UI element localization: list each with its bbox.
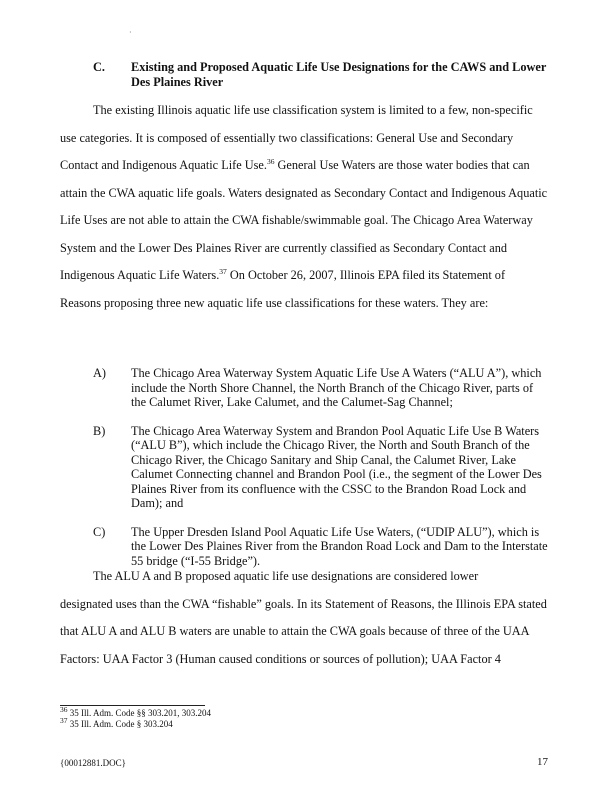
list-marker: A) <box>93 366 106 380</box>
section-title: Existing and Proposed Aquatic Life Use Designations for the CAWS and Lower Des Plaines River <box>131 60 547 89</box>
footnote-text: 35 Ill. Adm. Code §§ 303.201, 303.204 <box>67 708 211 718</box>
paragraph-text: designated uses than the CWA “fishable” goals. In its Statement of Reasons, the Illinois EPA stated that ALU A and ALU B waters are unable to attain the CWA goals because of three of the UAA Factors: UAA Factor 3 (Human caused conditions or sources of pollution); UAA Factor 4 <box>60 596 547 666</box>
list-item-text: The Chicago Area Waterway System and Brandon Pool Aquatic Life Use B Waters (“ALU B”), which include the Chicago River, the North and South Branch of the Chicago River, the Chicago Sanitary and Ship Canal, the Calumet River, Lake Calumet Connecting channel and Brandon Pool (i.e., the segment of the Lower Des Plaines River from its confluence with the CSSC to the Brandon Road Lock and Dam); and <box>131 423 542 510</box>
stray-mark: · <box>129 28 132 37</box>
paragraph-existing-system <box>60 97 548 317</box>
list-item-a <box>93 366 548 410</box>
footnote-ref-36: 36 <box>266 156 275 166</box>
footnote-number: 37 <box>60 716 68 725</box>
list-marker: B) <box>93 423 106 438</box>
paragraph-text: General Use Waters are those water bodies that can attain the CWA aquatic life goals. Waters designated as Secondary Contact and Indigenous Aquatic Life Uses are not able to attain the CWA fishable/swimmable goal. The Chicago Area Waterway System and the Lower Des Plaines River are currently classified as Secondary Contact and Indigenous Aquatic Life Waters. <box>60 158 548 282</box>
paragraph-text: use categories. It is composed of essentially two classifications: General Use and Secondary Contact and Indigenous Aquatic Life Use. <box>60 130 514 172</box>
paragraph-alu-designations <box>60 563 548 673</box>
list-item-c <box>93 525 548 569</box>
section-letter: C. <box>93 60 105 74</box>
paragraph-first-line: The existing Illinois aquatic life use classification system is limited to a few, non-specific <box>93 103 533 117</box>
list-item-text: The Upper Dresden Island Pool Aquatic Life Use Waters, (“UDIP ALU”), which is the Lower Des Plaines River from the Brandon Road Lock and Dam to the Interstate 55 bridge (“I-55 Bridge”). <box>131 524 548 568</box>
paragraph-first-line: The ALU A and B proposed aquatic life use designations are considered lower <box>93 569 479 583</box>
footnotes <box>60 705 360 730</box>
list-item-b <box>93 424 548 511</box>
list-marker: C) <box>93 524 106 539</box>
classification-list <box>93 366 548 582</box>
footnote-text: 35 Ill. Adm. Code § 303.204 <box>67 719 173 729</box>
paragraph-text: On October 26, 2007, Illinois EPA filed its Statement of Reasons proposing three new aquatic life use classifications for these waters. They are: <box>60 268 506 310</box>
footnote-ref-37: 37 <box>219 266 227 276</box>
list-item-text: The Chicago Area Waterway System Aquatic Life Use A Waters (“ALU A”), which include the North Shore Channel, the North Branch of the Chicago River, parts of the Calumet River, Lake Calumet, and the Calumet-Sag Channel; <box>131 366 542 409</box>
footnote-37 <box>60 716 360 730</box>
footnote-number: 36 <box>60 705 68 714</box>
footnote-36 <box>60 705 360 719</box>
footer-document-id: {00012881.DOC} <box>60 758 126 768</box>
page-number: 17 <box>537 756 548 768</box>
footnote-divider <box>60 705 205 706</box>
